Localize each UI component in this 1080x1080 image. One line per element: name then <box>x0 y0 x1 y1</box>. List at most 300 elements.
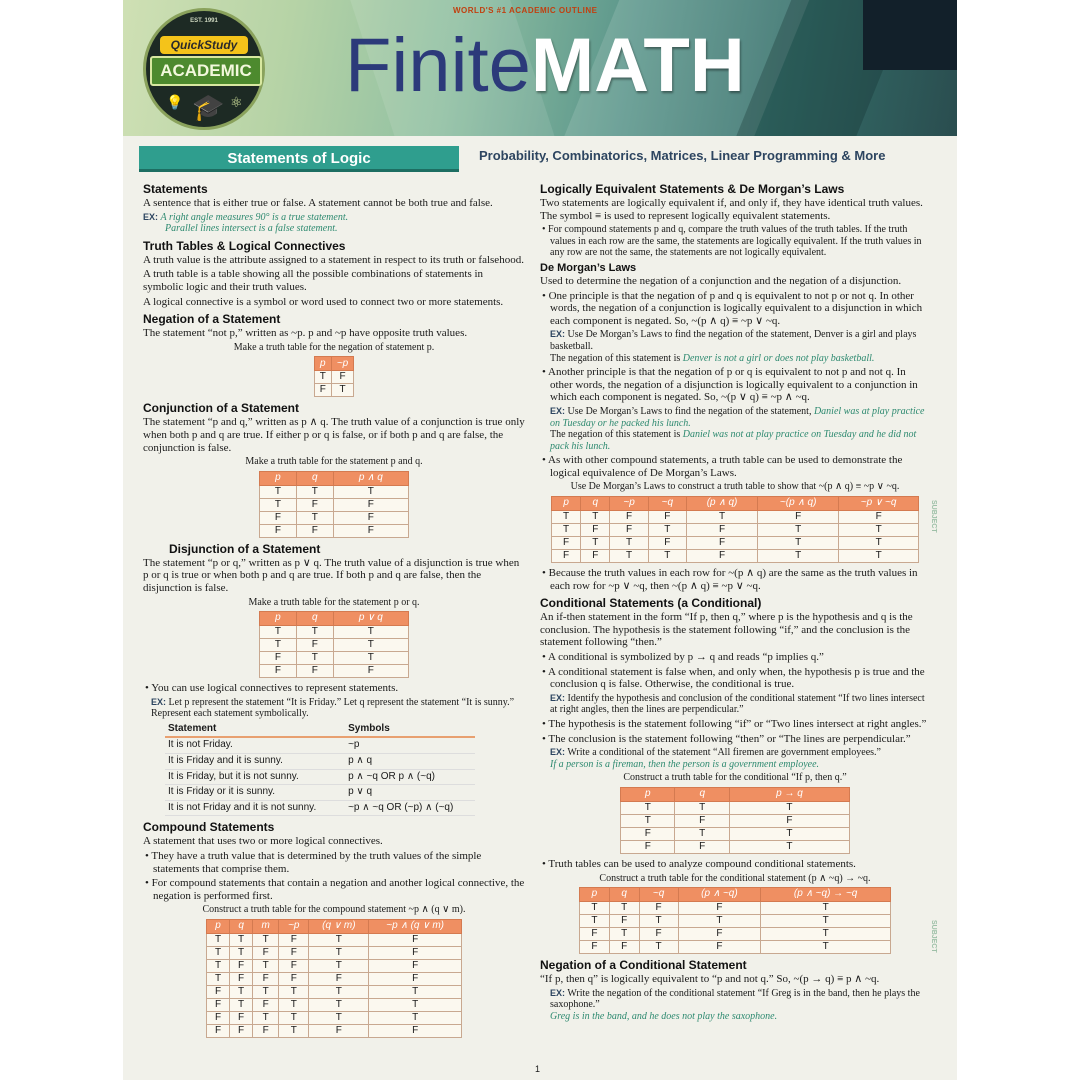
table-cell: T <box>675 801 729 814</box>
table-row <box>207 947 462 960</box>
table-cell: T <box>686 511 757 524</box>
section-heading: Statements of Logic <box>139 146 459 172</box>
table-cell: F <box>207 986 230 999</box>
table-row <box>621 827 850 840</box>
table-header-cell: m <box>253 920 279 934</box>
table-cell: It is Friday or it is sunny. <box>165 785 345 801</box>
logically-equivalent-bullet: • For compound statements p and q, compare the truth values of the truth tables. If the truth values in each row are the same, the statements are logically equivalent. If the truth values in any row are not the same, the statements are not logically equivalent. <box>542 224 922 259</box>
statements-ex1: A right angle measures 90° is a true statement. <box>160 211 349 223</box>
badge-est: EST. 1991 <box>190 18 218 24</box>
table-cell: T <box>580 915 610 928</box>
table-cell: F <box>686 524 757 537</box>
table-header-cell: p <box>552 497 581 511</box>
table-header-cell: (p ∧ ~q) → ~q <box>761 888 891 902</box>
logical-connective-text: A logical connective is a symbol or word used to connect two or more statements. <box>143 295 504 308</box>
table-cell: T <box>761 928 891 941</box>
table-cell: F <box>678 902 761 915</box>
table-cell: T <box>260 498 297 511</box>
table-cell: F <box>552 537 581 550</box>
table-cell: T <box>839 524 919 537</box>
table-row <box>314 371 354 384</box>
conditional-example-2: EX: Write a conditional of the statement “All firemen are government employees.” If a person is a fireman, then the person is a government employee. <box>550 747 881 770</box>
table-cell: T <box>678 915 761 928</box>
de-morgan-bullet-4: • Because the truth values in each row for ~(p ∧ q) are the same as the truth values in each row for ~p ∨ ~q, then ~(p ∧ q) ≡ ~p ∨ ~q. <box>542 567 918 592</box>
table-row <box>260 626 409 639</box>
table-header-cell: ~(p ∧ q) <box>758 497 839 511</box>
table-header-cell: p <box>260 612 297 626</box>
de-morgan-bullet-2: • Another principle is that the negation of p or q is equivalent to not p and not q. In other words, the negation of a disjunction is logically equivalent to a conjunction in which each component is negated. So, ~(p ∨ q) ≡ ~p ∧ ~q. <box>542 366 918 404</box>
table-cell: F <box>279 934 309 947</box>
table-cell: F <box>230 1012 253 1025</box>
table-row <box>580 902 891 915</box>
table-cell: F <box>333 524 408 537</box>
lightbulb-icon: 💡 <box>166 96 184 111</box>
table-row <box>552 537 919 550</box>
table-header-cell: (p ∧ q) <box>686 497 757 511</box>
conditional-example-1: EX: Identify the hypothesis and conclusion of the conditional statement “If two lines intersect at right angles, then the lines are perpendicular.” <box>550 692 925 716</box>
table-row <box>165 800 475 816</box>
title-math: MATH <box>530 23 745 108</box>
table-cell: T <box>331 384 353 397</box>
table-cell: F <box>333 665 408 678</box>
table-cell: T <box>309 947 369 960</box>
table-row <box>580 941 891 954</box>
table-row <box>207 999 462 1012</box>
table-cell: F <box>279 947 309 960</box>
table-cell: T <box>729 840 849 853</box>
table-cell: T <box>609 902 639 915</box>
table-cell: T <box>260 626 297 639</box>
table-row <box>260 652 409 665</box>
table-cell: T <box>309 960 369 973</box>
table-cell: p ∨ q <box>345 785 475 801</box>
table-cell: T <box>621 801 675 814</box>
table-cell: T <box>675 827 729 840</box>
conjunction-heading: Conjunction of a Statement <box>143 401 299 416</box>
top-tagline: WORLD'S #1 ACADEMIC OUTLINE <box>453 6 598 15</box>
table-header-cell: (q ∨ m) <box>309 920 369 934</box>
table-cell: F <box>648 511 686 524</box>
table-cell: F <box>621 840 675 853</box>
table-cell: F <box>333 498 408 511</box>
connectives-ex-text: Let p represent the statement “It is Friday.” Let q represent the statement “It is sunny.” Represent each statement symbolically. <box>151 696 515 720</box>
table-header-cell: q <box>296 471 333 485</box>
table-cell: F <box>369 934 462 947</box>
table-cell: F <box>296 665 333 678</box>
table-cell: T <box>609 928 639 941</box>
disjunction-truth-table <box>259 611 409 678</box>
table-cell: T <box>309 934 369 947</box>
table-cell: T <box>369 986 462 999</box>
table-cell: It is not Friday and it is not sunny. <box>165 800 345 816</box>
table-cell: F <box>678 928 761 941</box>
table-cell: F <box>253 973 279 986</box>
table-header-cell: ~q <box>639 888 678 902</box>
table-cell: T <box>253 1012 279 1025</box>
table-cell: F <box>686 550 757 563</box>
conditional-caption: Construct a truth table for the conditional “If p, then q.” <box>623 772 847 784</box>
conditional-bullet-5: • Truth tables can be used to analyze compound conditional statements. <box>542 857 856 870</box>
table-cell: T <box>761 915 891 928</box>
table-cell: F <box>260 511 297 524</box>
table-header-cell: q <box>230 920 253 934</box>
table-cell: F <box>678 941 761 954</box>
table-cell: T <box>758 524 839 537</box>
table-header-cell: Statement <box>165 722 345 738</box>
table-cell: T <box>333 626 408 639</box>
statements-example <box>143 212 525 235</box>
statements-heading: Statements <box>143 182 208 196</box>
table-cell: T <box>369 999 462 1012</box>
table-cell: T <box>279 986 309 999</box>
connectives-example: EX: Let p represent the statement “It is Friday.” Let q represent the statement “It is sunny.” Represent each statement symbolically. <box>151 696 515 720</box>
table-cell: T <box>581 537 610 550</box>
table-cell: T <box>648 550 686 563</box>
conditional-text: An if-then statement in the form “If p, then q,” where p is the hypothesis and q is the conclusion. The hypothesis is the statement following “if,” and the conclusion is the statement following “then.” <box>540 611 913 649</box>
table-cell: T <box>253 934 279 947</box>
table-row <box>207 986 462 999</box>
table-cell: F <box>207 1025 230 1038</box>
table-header-row <box>207 920 462 934</box>
negation-caption: Make a truth table for the negation of statement p. <box>233 341 435 353</box>
table-row <box>207 1025 462 1038</box>
table-cell: T <box>260 485 297 498</box>
table-cell: T <box>333 639 408 652</box>
negation-conditional-heading: Negation of a Conditional Statement <box>540 958 747 973</box>
side-tab-label-2: SUBJECT <box>930 920 937 953</box>
table-cell: F <box>230 960 253 973</box>
table-header-row <box>165 722 475 738</box>
de-morgan-heading: De Morgan’s Laws <box>540 261 637 274</box>
table-row <box>260 498 409 511</box>
table-cell: T <box>279 1012 309 1025</box>
header-banner <box>123 0 957 136</box>
table-cell: F <box>260 665 297 678</box>
connectives-bullet: • You can use logical connectives to represent statements. <box>145 682 399 695</box>
compound-text: A statement that uses two or more logical connectives. <box>143 835 383 848</box>
table-cell: F <box>675 840 729 853</box>
table-cell: T <box>230 934 253 947</box>
table-row <box>165 754 475 770</box>
table-cell: T <box>839 537 919 550</box>
table-header-cell: p <box>260 471 297 485</box>
table-cell: T <box>296 485 333 498</box>
table-cell: F <box>610 511 648 524</box>
table-cell: p ∧ ~q OR p ∧ (~q) <box>345 769 475 785</box>
table-cell: F <box>610 524 648 537</box>
table-cell: p ∧ q <box>345 754 475 770</box>
table-cell: T <box>581 511 610 524</box>
table-cell: T <box>296 652 333 665</box>
table-cell: F <box>333 511 408 524</box>
conjunction-truth-table <box>259 471 409 538</box>
table-header-cell: Symbols <box>345 722 475 738</box>
table-cell: T <box>369 1012 462 1025</box>
table-cell: F <box>639 902 678 915</box>
table-cell: F <box>648 537 686 550</box>
table-cell: T <box>207 934 230 947</box>
table-cell: T <box>230 947 253 960</box>
quickstudy-badge-logo <box>143 8 265 130</box>
table-cell: F <box>253 1025 279 1038</box>
table-cell: T <box>648 524 686 537</box>
conditional-truth-table <box>620 787 850 854</box>
table-cell: F <box>207 999 230 1012</box>
table-row <box>621 801 850 814</box>
table-cell: T <box>758 550 839 563</box>
logically-equivalent-text: Two statements are logically equivalent if, and only if, they have identical truth values. The symbol ≡ is used to represent logically equivalent statements. <box>540 197 923 222</box>
table-header-cell: ~p ∧ (q ∨ m) <box>369 920 462 934</box>
table-cell: T <box>729 827 849 840</box>
table-cell: T <box>309 999 369 1012</box>
table-cell: T <box>552 524 581 537</box>
table-cell: F <box>253 999 279 1012</box>
table-cell: F <box>675 814 729 827</box>
right-column <box>540 178 930 1025</box>
table-cell: T <box>333 485 408 498</box>
left-column <box>143 178 525 1042</box>
table-cell: T <box>639 915 678 928</box>
compound-bullet-2: • For compound statements that contain a negation and another logical connective, the negation is performed first. <box>145 877 525 902</box>
badge-academic: ACADEMIC <box>150 56 262 86</box>
table-cell: F <box>207 1012 230 1025</box>
table-cell: F <box>369 973 462 986</box>
de-morgan-caption: Use De Morgan’s Laws to construct a truth table to show that ~(p ∧ q) ≡ ~p ∨ ~q. <box>570 481 900 493</box>
table-header-row <box>260 471 409 485</box>
ex-label: EX: <box>143 211 159 222</box>
side-tab-label-1: SUBJECT <box>930 500 937 533</box>
table-row <box>260 665 409 678</box>
table-cell: T <box>207 947 230 960</box>
table-header-row <box>260 612 409 626</box>
table-header-row <box>314 357 354 371</box>
table-cell: T <box>296 511 333 524</box>
de-morgan-truth-table <box>551 496 919 563</box>
page-number: 1 <box>535 1064 541 1074</box>
table-cell: T <box>761 902 891 915</box>
statement-symbols-table <box>165 722 475 817</box>
table-cell: T <box>309 1012 369 1025</box>
table-cell: T <box>309 986 369 999</box>
table-cell: F <box>296 639 333 652</box>
table-cell: F <box>621 827 675 840</box>
table-cell: ~p <box>345 737 475 753</box>
compound-truth-table <box>206 919 462 1038</box>
table-cell: F <box>279 973 309 986</box>
table-header-cell: q <box>675 787 729 801</box>
table-cell: F <box>581 550 610 563</box>
table-row <box>260 524 409 537</box>
table-cell: ~p ∧ ~q OR (~p) ∧ (~q) <box>345 800 475 816</box>
truth-value-text: A truth value is the attribute assigned to a statement in respect to its truth or falsehood. <box>143 253 524 266</box>
table-row <box>552 524 919 537</box>
table-cell: F <box>369 960 462 973</box>
table-cell: F <box>686 537 757 550</box>
graduation-cap-icon: 🎓 <box>192 93 225 122</box>
title-finite: Finite <box>345 23 531 108</box>
table-cell: F <box>369 1025 462 1038</box>
table-header-cell: p <box>580 888 610 902</box>
de-morgan-text: Used to determine the negation of a conjunction and the negation of a disjunction. <box>540 274 902 287</box>
truth-tables-heading: Truth Tables & Logical Connectives <box>143 238 346 253</box>
table-cell: T <box>253 960 279 973</box>
table-cell: F <box>230 973 253 986</box>
de-morgan-example-1: EX: Use De Morgan’s Laws to find the negation of the statement, Denver is a girl and plays basketball. The negation of this statement is Denver is not a girl or does not play basketball. <box>550 329 917 364</box>
badge-quickstudy: QuickStudy <box>160 36 248 54</box>
conjunction-caption: Make a truth table for the statement p and q. <box>245 456 423 468</box>
table-row <box>314 384 354 397</box>
table-cell: F <box>639 928 678 941</box>
table-row <box>207 1012 462 1025</box>
table-cell: It is not Friday. <box>165 737 345 753</box>
negation-text: The statement “not p,” written as ~p. p and ~p have opposite truth values. <box>143 327 468 340</box>
table-header-row <box>552 497 919 511</box>
table-header-cell: ~p <box>279 920 309 934</box>
table-header-cell: (p ∧ ~q) <box>678 888 761 902</box>
table-header-cell: p <box>621 787 675 801</box>
table-row <box>552 511 919 524</box>
statements-ex2: Parallel lines intersect is a false statement. <box>165 223 338 235</box>
table-cell: F <box>279 960 309 973</box>
table-cell: T <box>610 550 648 563</box>
table-cell: F <box>758 511 839 524</box>
negation-truth-table <box>314 356 355 397</box>
table-cell: T <box>230 999 253 1012</box>
table-cell: T <box>207 973 230 986</box>
page-subtitle: Probability, Combinatorics, Matrices, Linear Programming & More <box>479 148 886 163</box>
table-cell: T <box>314 371 331 384</box>
table-header-cell: q <box>296 612 333 626</box>
de-morgan-bullet-1: • One principle is that the negation of p and q is equivalent to not p or not q. In other words, the negation of a conjunction is logically equivalent to a disjunction in which each component is negated. So, ~(p ∧ q) ≡ ~p ∨ ~q. <box>542 289 923 327</box>
table-cell: T <box>279 999 309 1012</box>
table-cell: T <box>333 652 408 665</box>
table-cell: F <box>296 524 333 537</box>
table-header-cell: p ∧ q <box>333 471 408 485</box>
conditional-bullet-4: • The conclusion is the statement following “then” or “The lines are perpendicular.” <box>542 732 911 745</box>
table-header-cell: ~p <box>610 497 648 511</box>
table-header-cell: p ∨ q <box>333 612 408 626</box>
table-row <box>621 840 850 853</box>
conditional-bullet-3: • The hypothesis is the statement following “if” or “Two lines intersect at right angles.” <box>542 718 927 730</box>
disjunction-text: The statement “p or q,” written as p ∨ q. The truth value of a disjunction is true when p or q is true or when both p and q are true. If both p and q are false, then the disjunction is false. <box>143 556 520 594</box>
conditional-caption-2: Construct a truth table for the conditional statement (p ∧ ~q) → ~q. <box>599 872 871 884</box>
table-header-cell: p → q <box>729 787 849 801</box>
statements-text: A sentence that is either true or false. A statement cannot be both true and false. <box>143 197 493 209</box>
table-cell: F <box>253 947 279 960</box>
de-morgan-example-2: EX: Use De Morgan’s Laws to find the negation of the statement, Daniel was at play practice on Tuesday or he packed his lunch. The negation of this statement is Daniel was not at play practice on Tuesday and he did not pack his lunch. <box>550 405 925 452</box>
conditional-heading: Conditional Statements (a Conditional) <box>540 596 762 611</box>
table-cell: F <box>609 941 639 954</box>
table-header-cell: q <box>581 497 610 511</box>
table-row <box>260 639 409 652</box>
table-row <box>207 934 462 947</box>
table-row <box>580 928 891 941</box>
table-cell: F <box>260 524 297 537</box>
table-header-row <box>580 888 891 902</box>
negation-heading: Negation of a Statement <box>143 312 281 327</box>
table-row <box>207 973 462 986</box>
table-cell: T <box>621 814 675 827</box>
negation-conditional-text: “If p, then q” is logically equivalent to “p and not q.” So, ~(p → q) ≡ p ∧ ~q. <box>540 973 880 986</box>
table-cell: It is Friday, but it is not sunny. <box>165 769 345 785</box>
table-cell: F <box>369 947 462 960</box>
table-cell: It is Friday and it is sunny. <box>165 754 345 770</box>
table-cell: T <box>580 902 610 915</box>
compound-heading: Compound Statements <box>143 820 275 835</box>
table-cell: T <box>839 550 919 563</box>
table-cell: T <box>230 986 253 999</box>
de-morgan-bullet-3: • As with other compound statements, a truth table can be used to demonstrate the logical equivalence of De Morgan’s Laws. <box>542 454 903 479</box>
table-cell: T <box>639 941 678 954</box>
page-title <box>345 23 745 108</box>
table-cell: F <box>260 652 297 665</box>
table-cell: T <box>260 639 297 652</box>
table-row <box>165 769 475 785</box>
table-cell: F <box>309 973 369 986</box>
table-header-cell: ~q <box>648 497 686 511</box>
table-cell: F <box>609 915 639 928</box>
table-row <box>165 785 475 801</box>
compound-bullet-1: • They have a truth value that is determined by the truth values of the simple statements that comprise them. <box>145 850 482 875</box>
atom-icon: ⚛ <box>230 96 243 111</box>
table-header-cell: q <box>609 888 639 902</box>
table-row <box>580 915 891 928</box>
table-header-cell: p <box>314 357 331 371</box>
table-row <box>260 511 409 524</box>
negation-conditional-example: EX: Write the negation of the conditional statement “If Greg is in the band, then he plays the saxophone.” Greg is in the band, and he does not play the saxophone. <box>550 987 920 1022</box>
table-cell: T <box>279 1025 309 1038</box>
table-header-row <box>621 787 850 801</box>
table-cell: F <box>230 1025 253 1038</box>
table-cell: F <box>309 1025 369 1038</box>
table-row <box>260 485 409 498</box>
table-header-cell: ~p ∨ ~q <box>839 497 919 511</box>
table-cell: F <box>581 524 610 537</box>
disjunction-heading: Disjunction of a Statement <box>169 541 321 556</box>
table-header-cell: ~p <box>331 357 353 371</box>
truth-table-text: A truth table is a table showing all the possible combinations of statements in symbolic logic and their truth values. <box>143 268 484 293</box>
logically-equivalent-heading: Logically Equivalent Statements & De Morgan’s Laws <box>540 182 845 196</box>
table-cell: F <box>296 498 333 511</box>
table-cell: F <box>314 384 331 397</box>
table-cell: F <box>552 550 581 563</box>
table-cell: T <box>552 511 581 524</box>
table-row <box>207 960 462 973</box>
table-cell: F <box>580 941 610 954</box>
table-cell: T <box>758 537 839 550</box>
table-cell: T <box>761 941 891 954</box>
compound-caption: Construct a truth table for the compound statement ~p ∧ (q ∨ m). <box>202 904 466 916</box>
conditional-bullet-2: • A conditional statement is false when, and only when, the hypothesis p is true and the conclusion q is false. Otherwise, the conditional is true. <box>542 665 925 691</box>
table-cell: T <box>610 537 648 550</box>
table-row <box>621 814 850 827</box>
table-cell: F <box>729 814 849 827</box>
table-row <box>165 737 475 753</box>
table-cell: T <box>253 986 279 999</box>
table-cell: F <box>839 511 919 524</box>
table-header-cell: p <box>207 920 230 934</box>
conjunction-text: The statement “p and q,” written as p ∧ q. The truth value of a conjunction is true only when both p and q are true. If either p or q is false, or if both p and q are false, the conjunction is false. <box>143 416 525 454</box>
compound-conditional-truth-table <box>579 887 891 954</box>
table-cell: F <box>580 928 610 941</box>
table-cell: T <box>296 626 333 639</box>
conditional-bullet-1: • A conditional is symbolized by p → q and reads “p implies q.” <box>542 651 824 664</box>
laminated-guide-page <box>123 0 957 1080</box>
table-row <box>552 550 919 563</box>
table-cell: F <box>331 371 353 384</box>
disjunction-caption: Make a truth table for the statement p or q. <box>248 596 420 608</box>
table-cell: T <box>729 801 849 814</box>
